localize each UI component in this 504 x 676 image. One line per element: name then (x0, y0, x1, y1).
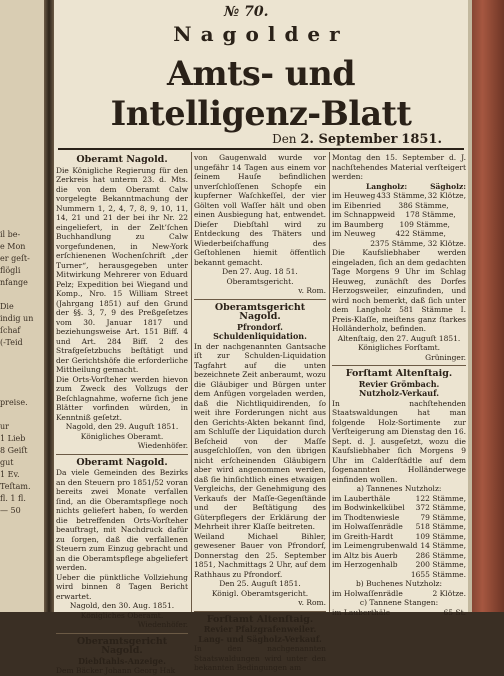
wood-location: im Holwaſſenrädle (332, 522, 403, 531)
left-page-text-fragment: il be- (0, 230, 21, 239)
issue-number: № 70. (224, 4, 269, 20)
page-edge (468, 0, 472, 612)
notice-text: von Gaugenwald wurde vor ungefähr 14 Tagen aus einem vor ſeinem Hauſe befindlichen unverſchloſſenen Schopfe ein kupferner Waſchkeſſel, der vier Gölten voll Waſſer hält und oben einen Ausbiegung hat, entwendet. Dieſer Diebſtahl wird zu Entdeckung des Thäters und Wiederbeiſchaffung des Geſtohlenen hiemit öffentlich bekannt gemacht. (194, 153, 326, 267)
notice-signature: Wiedenhöfer. (137, 441, 188, 450)
notice-text: Ueber die pünktliche Vollziehung wird binnen 8 Tagen Bericht erwartet. (56, 572, 188, 601)
notice-signature: Wiedenhöfer. (137, 620, 188, 629)
masthead (54, 0, 468, 150)
wood-total: 2375 Stämme, 32 Klötze. (370, 238, 466, 248)
notice-heading: Oberamtsgericht Nagold. (214, 301, 306, 322)
notice-text: Die Königliche Regierung für den Zerkreis hat unterm 23. d. Mts. die von dem Oberamt Calw vorgelegte Bekanntmachung der Nummern 1, 2, 4, 7, 8, 9, 10, 11, 14, 21 und 21 der bei ihr Nr. 22 eingeliefert, in der Zelt’ſchen Buchhandlung zu Calw vorgefundenen, in New-York erſchienenen Wochenſchrift „der Turner“, herausgegeben unter Mitwirkung Mehrerer von Eduard Pelz; Expedition bei Wiegand und Komp., Nro. 15 William Street (Jahrgang 1851) auf den Grund der §§. 3, 7, 9 des Preßgeſetzes vom 30. Januar 1817 und beziehungsweise Art. 151 Biff. 4 und Art. 284 Biff. 2 des Strafgeſetzbuchs beſtätigt und der Gerichtshöfe die erforderliche Mittheilung gemacht. (56, 165, 188, 374)
left-facing-page (0, 0, 44, 612)
notice-heading: Forſtamt Altenſtaig. (206, 613, 314, 625)
date-main: 2. September (300, 132, 398, 147)
left-page-text-fragment: Teſtam. (0, 482, 31, 491)
wood-row (332, 532, 466, 542)
notice-authority: Königliches Oberamt. (80, 431, 164, 441)
wood-row (332, 551, 466, 561)
separator (56, 454, 188, 455)
wood-row (332, 541, 466, 551)
masthead-title: Amts- und Intelligenz-Blatt (110, 54, 412, 134)
notice-signature: v. Rom. (298, 598, 326, 607)
wood-location: im Thodtenwiesle (332, 512, 400, 522)
notice-authority: Königliches Oberamt. (80, 610, 164, 620)
wood-amount: 178 Stämme, (405, 210, 456, 219)
date-prefix: Den (272, 132, 297, 146)
wood-row (332, 191, 466, 201)
wood-location: im Heuweg (332, 191, 376, 200)
left-page-text-fragment: nfange (0, 278, 28, 287)
notice-date: Nagold, den 29. Auguſt 1851. (65, 422, 179, 431)
section-label: a) Tannenes Nutzholz: (356, 484, 442, 493)
newspaper-page (54, 0, 468, 675)
notice-text: Montag den 15. September d. J. nachſtehendes Material verſteigert werden: (332, 153, 466, 181)
wood-location: im Eibenried (332, 200, 382, 210)
wood-amount: 386 Stämme, (398, 200, 449, 210)
notice-authority: Königl. Oberamtsgericht. (211, 588, 309, 598)
left-page-text-fragment: fl. 1 fl. (0, 494, 26, 503)
wood-amount: 109 Stämme, (415, 531, 466, 541)
wood-total: 1655 Stämme. (410, 569, 466, 579)
wood-location: im Schnappweid (332, 210, 396, 219)
notice-subheading: Revier Pfalzgrafenweiler. (203, 624, 317, 634)
wood-row (332, 560, 466, 570)
column-divider (191, 152, 192, 612)
column-2 (194, 153, 326, 672)
wood-amount: 122 Stämme, (415, 493, 466, 503)
notice-subheading: Diebſtahls-Anzeige. (78, 655, 166, 666)
left-page-text-fragment: ur (0, 422, 9, 431)
wood-location: im Leimengrubenwald (332, 541, 418, 550)
separator (194, 611, 326, 612)
book-gutter (44, 0, 54, 612)
notice-text: In den nachgenannten Staatswaldungen wird unter den bekannten Bedingungen am (194, 644, 326, 672)
left-page-text-fragment: (-Teid (0, 338, 23, 347)
notice-text: Da viele Gemeinden des Bezirks an den Steuern pro 1851/52 voran bereits zwei Monate verfallen ſind, an die Oberamtspflege noch nichts geliefert haben, ſo werden die betreffenden Orts-Vorſteher beauftragt, mit Nachdruck dafür zu ſorgen, daß die verfallenen Steuern zum Einzug gebracht und an die Oberamtspflege abgeliefert werden. (56, 468, 188, 572)
wood-location: im Herzogenhalb (332, 560, 398, 569)
separator (56, 633, 188, 634)
notice-text: Die Orts-Vorſteher werden hievon zum Zweck des Vollzugs der Beſchlagnahme, woferne ſich jene Blätter vorfinden würden, in Kenntniß geſetzt. (56, 374, 188, 422)
notice-heading: Oberamt Nagold. (76, 456, 168, 468)
wood-location: im Bodwinkelkübel (332, 503, 405, 512)
column-divider (329, 152, 330, 612)
left-page-text-fragment: indig un (0, 314, 34, 323)
notice-authority: Königliches Forſtamt. (357, 343, 441, 352)
notice-text: Dem Bäcker Johann Georg Hak (56, 666, 176, 675)
notice-subheading: Lang- und Sägholz-Verkauf. (198, 633, 322, 644)
column-1 (56, 153, 188, 675)
wood-amount: 433 Stämme, (376, 191, 427, 200)
wood-row (332, 494, 466, 504)
notice-subheading: Pfrondorf. (237, 321, 283, 332)
date-year: 1851. (401, 132, 442, 147)
notice-signature: Grüninger. (425, 352, 466, 362)
wood-row (332, 608, 466, 618)
notice-authority: Oberamtsgericht. (226, 276, 294, 286)
wood-amount: 65 St. (443, 607, 466, 617)
separator (194, 299, 326, 300)
wood-location: im Altz bis Auerb (332, 550, 398, 560)
left-page-text-fragment: flögli (0, 266, 21, 275)
notice-date: Den 25. Auguſt 1851. (219, 579, 301, 588)
section-label: b) Buchenes Nutzholz: (355, 579, 442, 588)
wood-amount: 109 Stämme, (399, 219, 450, 229)
wood-location: im Lauberthäle (332, 607, 391, 617)
notice-text: Weiland Michael Bihler, gewesener Bauer von Pfrondorf, Donnerstag den 25. September 1851, Nachmittags 2 Uhr, auf dem Rathhaus zu Pfrondorf. (194, 531, 326, 579)
wood-location: im Lauberthäle (332, 493, 391, 503)
wood-amount: 2 Klötze. (432, 588, 466, 598)
issue-date (272, 132, 442, 147)
left-page-text-fragment: 8 Geiſt (0, 446, 28, 455)
section-label: c) Tannene Stangen: (359, 598, 439, 607)
wood-amount: 14 Stämme, (420, 541, 466, 550)
wood-amount: 286 Stämme, (415, 550, 466, 560)
wood-amount: 518 Stämme, (415, 522, 466, 531)
notice-subheading: Revier Grömbach. (358, 378, 440, 389)
left-page-text-fragment: Die (0, 302, 14, 311)
wood-location: im Baumberg (332, 219, 384, 229)
wood-amount: 372 Stämme, (415, 503, 466, 512)
wood-row (332, 229, 466, 239)
wood-row (332, 513, 466, 523)
left-page-text-fragment: er geſt- (0, 254, 30, 263)
masthead-town: Nagolder (173, 22, 349, 46)
wood-amount: 32 Klötze, (427, 191, 466, 200)
notice-subheading: Nutzholz-Verkauf. (358, 388, 440, 398)
wood-row (332, 503, 466, 513)
wood-row (332, 589, 466, 599)
left-page-text-fragment: e Mon (0, 242, 26, 251)
notice-heading: Oberamt Nagold. (76, 154, 168, 165)
notice-subheading: Schuldenliquidation. (213, 331, 307, 341)
masthead-rule (58, 148, 464, 150)
wood-row (332, 522, 466, 532)
notice-date: Den 27. Aug. 18 51. (222, 267, 298, 276)
wood-row (332, 220, 466, 230)
notice-signature: v. Rom. (298, 286, 326, 295)
left-page-text-fragment: ſchaf (0, 326, 21, 335)
wood-amount: 422 Stämme, (395, 229, 446, 238)
notice-heading: Forſtamt Altenſtaig. (345, 368, 453, 379)
wood-location: im Greith-Hardt (332, 531, 394, 541)
notice-date: Nagold, den 30. Aug. 1851. (69, 601, 175, 610)
left-page-text-fragment: gut (0, 458, 14, 467)
wood-row (332, 201, 466, 211)
notice-heading: Oberamtsgericht Nagold. (76, 635, 168, 656)
column-3 (332, 153, 466, 617)
book-spine (468, 0, 504, 612)
wood-location: im Neuweg (332, 229, 376, 238)
notice-text: Die Kaufsliebhaber werden eingeladen, ſich an dem gedachten Tage Morgens 9 Uhr im Schlag Heuweg, zunächſt des Dorfes Herzogsweiler, einzufinden, und wird noch bemerkt, daß ſich unter dem Langholz 581 Stämme I. Preis-Klaſſe, meiſtens ganz ſtarkes Holländerholz, befinden. (332, 248, 466, 333)
wood-amount: 200 Stämme, (415, 560, 466, 569)
left-page-text-fragment: 1 Ev. (0, 470, 20, 479)
wood-location: im Holwaſſenrädle (332, 588, 403, 598)
wood-header (332, 182, 466, 192)
notice-text: In nachſtehenden Staatswaldungen hat man folgende Holz-Sortimente zur Verſteigerung am Dienstag den 16. Sept. d. J. ausgeſetzt, wozu die Kaufsliebhaber ſich Morgens 9 Uhr im Calderſtädtle auf dem ſogenannten Holländerwege einfinden wollen. (332, 398, 466, 484)
langholz-label: Langholz: (366, 181, 408, 191)
left-page-text-fragment: 1 Lieb (0, 434, 26, 443)
saegholz-label: Sägholz: (430, 181, 466, 191)
separator (332, 365, 466, 366)
notice-date: Altenſtaig, den 27. Auguſt 1851. (337, 333, 461, 343)
wood-amount: 79 Stämme, (420, 512, 466, 522)
left-page-text-fragment: preise. (0, 398, 28, 407)
notice-text: In der nachgenannten Gantsache iſt zur Schulden-Liquidation Tagfahrt auf die unten bezeichnete Zeit anberaumt, wozu die Gläubiger und Bürgen unter dem Anfügen vorgeladen werden, daß die Nichtliquidirenden, ſo weit ihre Forderungen nicht aus den Gerichts-Akten bekannt ſind, am Schluſſe der Liquidation durch Beſcheid von der Maſſe ausgeſchloſſen, von den übrigen nicht erſcheinenden Gläubigern aber wird angenommen werden, daß ſie hinſichtlich eines etwaigen Vergleichs, der Genehmigung des Verkaufs der Maſſe-Gegenſtände und der Beſtätigung des Güterpflegers der Erklärung der Mehrheit ihrer Klaſſe beitreten. (194, 341, 326, 531)
wood-row (332, 210, 466, 220)
left-page-text-fragment: — 50 (0, 506, 21, 515)
